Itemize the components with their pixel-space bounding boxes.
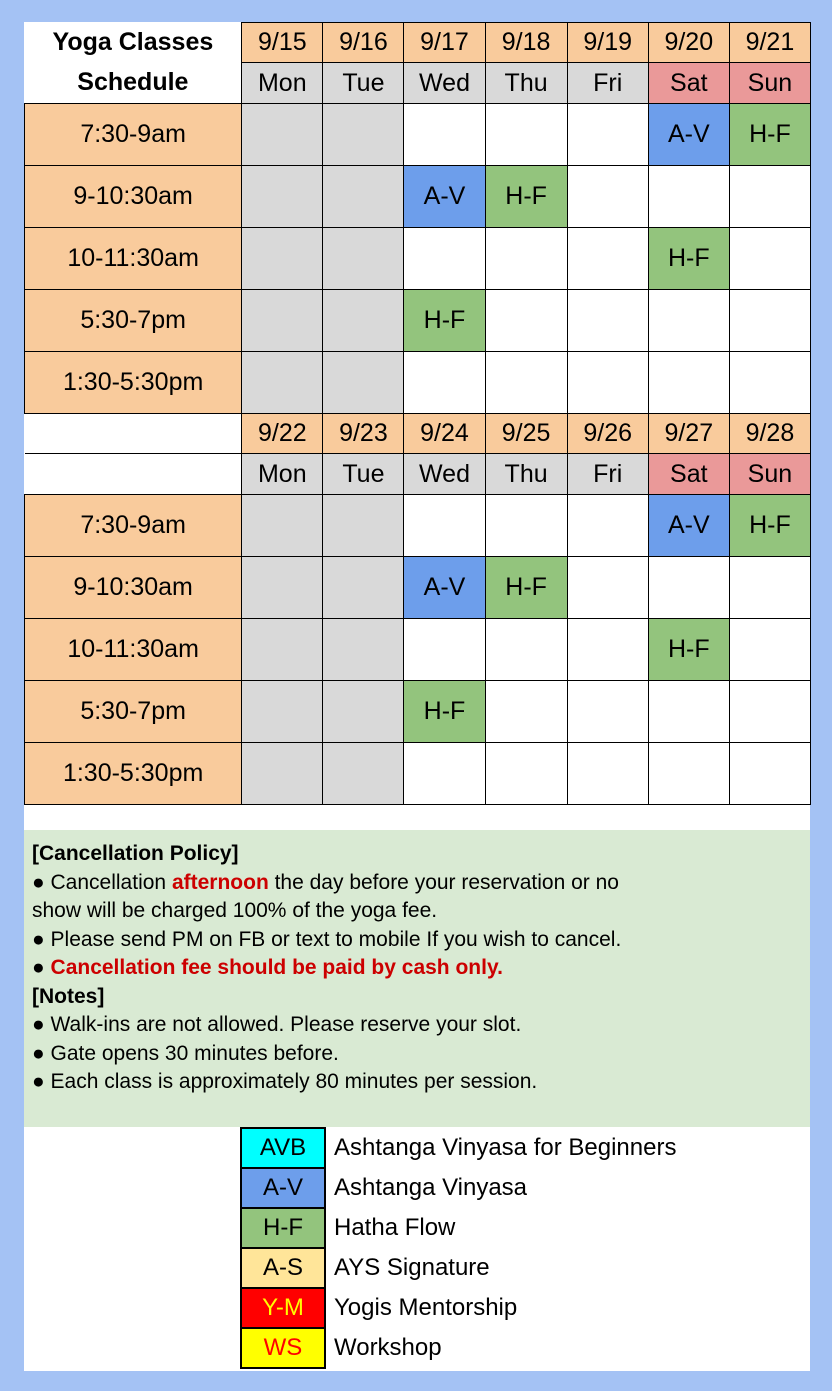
empty-slot-cell bbox=[323, 166, 404, 228]
empty-slot-cell bbox=[729, 290, 810, 352]
weekday-cell: Wed bbox=[404, 454, 485, 495]
date-cell: 9/21 bbox=[729, 23, 810, 63]
weekday-cell: Sun bbox=[729, 63, 810, 104]
date-cell: 9/16 bbox=[323, 23, 404, 63]
spacer-cell bbox=[25, 414, 242, 454]
class-cell: H-F bbox=[404, 681, 485, 743]
weekday-cell: Tue bbox=[323, 454, 404, 495]
legend-name: Ashtanga Vinyasa bbox=[334, 1174, 528, 1201]
legend-table bbox=[240, 1127, 678, 1369]
class-cell: A-V bbox=[404, 557, 485, 619]
empty-slot-cell bbox=[485, 681, 567, 743]
legend-name: Workshop bbox=[334, 1334, 442, 1361]
empty-slot-cell bbox=[242, 619, 323, 681]
empty-slot-cell bbox=[323, 557, 404, 619]
weekday-cell: Mon bbox=[242, 454, 323, 495]
weekday-cell: Tue bbox=[323, 63, 404, 104]
legend-code: H-F bbox=[241, 1208, 325, 1248]
empty-slot-cell bbox=[323, 743, 404, 805]
weekday-row bbox=[25, 454, 811, 495]
empty-slot-cell bbox=[729, 352, 810, 414]
legend-code: A-S bbox=[241, 1248, 325, 1288]
empty-slot-cell bbox=[242, 166, 323, 228]
legend-code: A-V bbox=[241, 1168, 325, 1208]
empty-slot-cell bbox=[242, 681, 323, 743]
policy-line-1: ● Cancellation afternoon the day before your reservation or no bbox=[32, 870, 619, 894]
date-cell: 9/19 bbox=[567, 23, 648, 63]
time-slot-row bbox=[25, 228, 811, 290]
class-cell: A-V bbox=[648, 495, 729, 557]
empty-slot-cell bbox=[567, 495, 648, 557]
empty-slot-cell bbox=[485, 495, 567, 557]
empty-slot-cell bbox=[242, 557, 323, 619]
schedule-title-line-1: Yoga Classes bbox=[25, 23, 242, 63]
empty-slot-cell bbox=[567, 290, 648, 352]
time-slot-label: 7:30-9am bbox=[25, 495, 242, 557]
schedule-title-line-2: Schedule bbox=[25, 63, 242, 104]
legend-row bbox=[241, 1328, 677, 1368]
note-2: ● Gate opens 30 minutes before. bbox=[32, 1041, 339, 1065]
weekday-cell: Thu bbox=[485, 454, 567, 495]
empty-slot-cell bbox=[485, 104, 567, 166]
empty-slot-cell bbox=[404, 619, 485, 681]
date-cell: 9/17 bbox=[404, 23, 485, 63]
weekday-cell: Sat bbox=[648, 454, 729, 495]
empty-slot-cell bbox=[567, 557, 648, 619]
note-3: ● Each class is approximately 80 minutes per session. bbox=[32, 1070, 538, 1093]
empty-slot-cell bbox=[567, 104, 648, 166]
empty-slot-cell bbox=[729, 681, 810, 743]
empty-slot-cell bbox=[567, 352, 648, 414]
date-cell: 9/25 bbox=[485, 414, 567, 454]
class-cell: H-F bbox=[648, 619, 729, 681]
empty-slot-cell bbox=[404, 743, 485, 805]
policy-line-3: ● Cancellation fee should be paid by cash only. bbox=[32, 956, 503, 979]
weekday-cell: Mon bbox=[242, 63, 323, 104]
time-slot-row bbox=[25, 104, 811, 166]
empty-slot-cell bbox=[242, 228, 323, 290]
empty-slot-cell bbox=[323, 681, 404, 743]
legend-row bbox=[241, 1208, 677, 1248]
time-slot-label: 1:30-5:30pm bbox=[25, 352, 242, 414]
empty-slot-cell bbox=[729, 619, 810, 681]
empty-slot-cell bbox=[485, 352, 567, 414]
class-cell: H-F bbox=[485, 557, 567, 619]
empty-slot-cell bbox=[729, 557, 810, 619]
class-cell: H-F bbox=[648, 228, 729, 290]
empty-slot-cell bbox=[567, 681, 648, 743]
empty-slot-cell bbox=[648, 166, 729, 228]
class-cell: H-F bbox=[729, 495, 810, 557]
weekday-cell: Fri bbox=[567, 454, 648, 495]
class-cell: A-V bbox=[404, 166, 485, 228]
time-slot-row bbox=[25, 290, 811, 352]
time-slot-row bbox=[25, 557, 811, 619]
date-cell: 9/28 bbox=[729, 414, 810, 454]
date-cell: 9/23 bbox=[323, 414, 404, 454]
weekday-cell: Thu bbox=[485, 63, 567, 104]
empty-slot-cell bbox=[323, 290, 404, 352]
legend-name: Hatha Flow bbox=[334, 1214, 456, 1241]
date-cell: 9/24 bbox=[404, 414, 485, 454]
date-cell: 9/15 bbox=[242, 23, 323, 63]
empty-slot-cell bbox=[323, 352, 404, 414]
time-slot-label: 7:30-9am bbox=[25, 104, 242, 166]
legend-row bbox=[241, 1288, 677, 1328]
time-slot-label: 5:30-7pm bbox=[25, 681, 242, 743]
weekday-cell: Fri bbox=[567, 63, 648, 104]
notes-heading: [Notes] bbox=[32, 984, 105, 1008]
empty-slot-cell bbox=[648, 352, 729, 414]
schedule-table bbox=[24, 22, 811, 805]
spacer-cell bbox=[25, 454, 242, 495]
policy-line-1-cont: show will be charged 100% of the yoga fee. bbox=[32, 899, 438, 922]
date-cell: 9/26 bbox=[567, 414, 648, 454]
empty-slot-cell bbox=[567, 619, 648, 681]
time-slot-label: 10-11:30am bbox=[25, 619, 242, 681]
empty-slot-cell bbox=[485, 619, 567, 681]
note-1: ● Walk-ins are not allowed. Please reserve your slot. bbox=[32, 1013, 522, 1036]
time-slot-label: 10-11:30am bbox=[25, 228, 242, 290]
empty-slot-cell bbox=[485, 290, 567, 352]
empty-slot-cell bbox=[404, 352, 485, 414]
time-slot-row bbox=[25, 681, 811, 743]
date-cell: 9/27 bbox=[648, 414, 729, 454]
policy-panel bbox=[24, 830, 810, 1127]
empty-slot-cell bbox=[242, 104, 323, 166]
empty-slot-cell bbox=[242, 495, 323, 557]
empty-slot-cell bbox=[242, 352, 323, 414]
schedule-page bbox=[24, 22, 810, 1371]
time-slot-label: 1:30-5:30pm bbox=[25, 743, 242, 805]
time-slot-row bbox=[25, 619, 811, 681]
time-slot-label: 5:30-7pm bbox=[25, 290, 242, 352]
empty-slot-cell bbox=[323, 104, 404, 166]
weekday-cell: Sun bbox=[729, 454, 810, 495]
empty-slot-cell bbox=[648, 557, 729, 619]
date-cell: 9/20 bbox=[648, 23, 729, 63]
empty-slot-cell bbox=[648, 681, 729, 743]
empty-slot-cell bbox=[485, 228, 567, 290]
weekday-cell: Wed bbox=[404, 63, 485, 104]
empty-slot-cell bbox=[648, 290, 729, 352]
legend-code: AVB bbox=[241, 1128, 325, 1168]
empty-slot-cell bbox=[323, 495, 404, 557]
empty-slot-cell bbox=[729, 166, 810, 228]
empty-slot-cell bbox=[323, 228, 404, 290]
empty-slot-cell bbox=[567, 228, 648, 290]
legend-code: Y-M bbox=[241, 1288, 325, 1328]
empty-slot-cell bbox=[567, 166, 648, 228]
empty-slot-cell bbox=[242, 743, 323, 805]
time-slot-row bbox=[25, 495, 811, 557]
empty-slot-cell bbox=[648, 743, 729, 805]
class-cell: H-F bbox=[729, 104, 810, 166]
empty-slot-cell bbox=[404, 104, 485, 166]
empty-slot-cell bbox=[323, 619, 404, 681]
legend-row bbox=[241, 1168, 677, 1208]
policy-heading: [Cancellation Policy] bbox=[32, 842, 239, 865]
time-slot-row bbox=[25, 166, 811, 228]
empty-slot-cell bbox=[729, 228, 810, 290]
legend-code: WS bbox=[241, 1328, 325, 1368]
legend-row bbox=[241, 1128, 677, 1168]
weekday-cell: Sat bbox=[648, 63, 729, 104]
time-slot-row bbox=[25, 352, 811, 414]
legend-name: AYS Signature bbox=[334, 1254, 490, 1281]
legend-name: Ashtanga Vinyasa for Beginners bbox=[334, 1134, 677, 1161]
empty-slot-cell bbox=[567, 743, 648, 805]
weekday-row bbox=[25, 63, 811, 104]
class-cell: H-F bbox=[404, 290, 485, 352]
time-slot-label: 9-10:30am bbox=[25, 166, 242, 228]
date-row bbox=[25, 414, 811, 454]
date-cell: 9/18 bbox=[485, 23, 567, 63]
policy-line-2: ● Please send PM on FB or text to mobile If you wish to cancel. bbox=[32, 927, 622, 951]
empty-slot-cell bbox=[404, 495, 485, 557]
class-cell: A-V bbox=[648, 104, 729, 166]
empty-slot-cell bbox=[729, 743, 810, 805]
empty-slot-cell bbox=[242, 290, 323, 352]
legend-name: Yogis Mentorship bbox=[334, 1294, 518, 1321]
class-cell: H-F bbox=[485, 166, 567, 228]
date-row bbox=[25, 23, 811, 63]
legend-row bbox=[241, 1248, 677, 1288]
time-slot-label: 9-10:30am bbox=[25, 557, 242, 619]
empty-slot-cell bbox=[404, 228, 485, 290]
date-cell: 9/22 bbox=[242, 414, 323, 454]
time-slot-row bbox=[25, 743, 811, 805]
empty-slot-cell bbox=[485, 743, 567, 805]
